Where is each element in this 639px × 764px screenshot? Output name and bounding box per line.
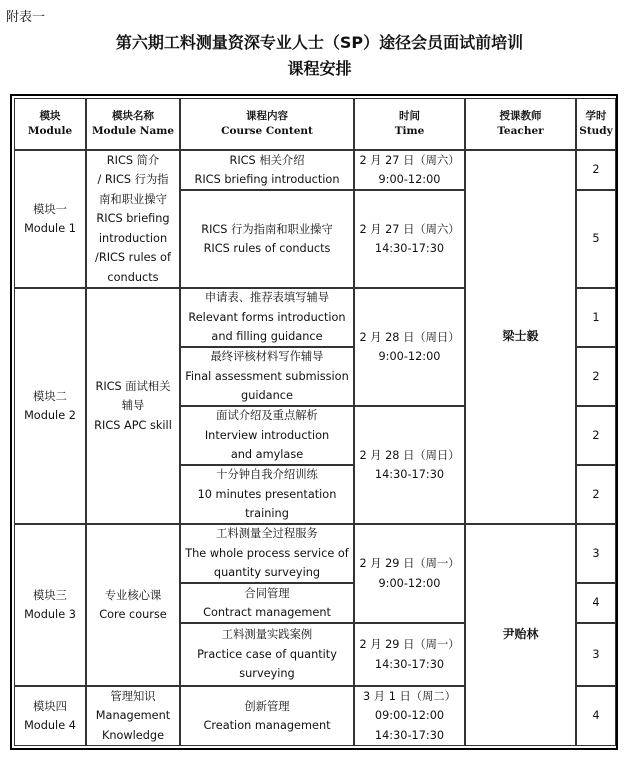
cell-text-line: 3 月 1 日（周二） <box>363 689 456 703</box>
cell-text-line: RICS APC skill <box>94 418 172 432</box>
course-content-cell <box>180 150 354 190</box>
study-hours-cell: 1 <box>576 288 616 347</box>
header-teacher: 授课教师 Teacher <box>465 98 576 150</box>
cell-text-line: Creation management <box>203 719 331 732</box>
study-hours-cell: 3 <box>576 524 616 583</box>
study-hours-cell: 4 <box>576 686 616 746</box>
header-study-hours: 学时 Study <box>576 98 616 150</box>
header-module: 模块 Module <box>14 98 86 150</box>
study-hours-cell: 5 <box>576 190 616 288</box>
cell-text-line: 面试介绍及重点解析 <box>216 409 318 423</box>
study-hours-cell: 2 <box>576 347 616 406</box>
cell-text-line: 14:30-17:30 <box>374 728 445 742</box>
header-module-name: 模块名称 Module Name <box>86 98 180 150</box>
course-content-cell <box>180 623 354 686</box>
cell-text-line: Management <box>95 709 171 723</box>
cell-text-line: 2 月 27 日（周六） <box>359 222 460 236</box>
module-cell <box>14 686 86 746</box>
course-content-cell <box>180 347 354 406</box>
cell-text-line: 14:30-17:30 <box>374 657 445 671</box>
module-name-cell <box>86 524 180 686</box>
cell-text-line: 2 月 29 日（周一） <box>359 638 460 651</box>
cell-text-line: 合同管理 <box>244 586 290 600</box>
course-content-cell <box>180 465 354 524</box>
cell-text-line: RICS 相关介绍 <box>229 153 305 167</box>
cell-text-line: Knowledge <box>101 728 165 742</box>
cell-text-line: 09:00-12:00 <box>374 709 445 723</box>
course-content-cell <box>180 406 354 465</box>
cell-text-line: RICS rules of conducts <box>203 242 331 255</box>
cell-text-line: 模块二 <box>33 389 67 403</box>
module-cell <box>14 524 86 686</box>
cell-text-line: introduction <box>98 231 168 245</box>
cell-text-line: and amylase <box>230 448 304 462</box>
study-hours-cell: 2 <box>576 406 616 465</box>
document-title: 第六期工料测量资深专业人士（SP）途径会员面试前培训 <box>115 33 524 52</box>
study-hours-cell: 4 <box>576 583 616 623</box>
cell-text-line: Module 3 <box>24 608 76 621</box>
time-cell <box>354 150 465 190</box>
course-content-cell <box>180 288 354 347</box>
time-cell <box>354 524 465 623</box>
cell-text-line: Relevant forms introduction <box>188 310 346 324</box>
study-hours-cell: 2 <box>576 465 616 524</box>
header-time: 时间 Time <box>354 98 465 150</box>
cell-text-line: RICS briefing introduction <box>194 173 340 186</box>
cell-text-line: RICS briefing <box>96 212 170 226</box>
time-cell <box>354 190 465 288</box>
time-cell <box>354 686 465 746</box>
cell-text-line: 工料测量全过程服务 <box>216 527 318 541</box>
cell-text-line: 9:00-12:00 <box>378 576 441 590</box>
cell-text-line: 申请表、推荐表填写辅导 <box>204 291 330 305</box>
cell-text-line: 10 minutes presentation <box>197 487 337 501</box>
time-cell <box>354 288 465 406</box>
cell-text-line: 模块三 <box>33 588 67 602</box>
cell-text-line: 创新管理 <box>244 699 290 713</box>
course-content-cell <box>180 190 354 288</box>
study-hours-cell: 3 <box>576 623 616 686</box>
cell-text-line: 14:30-17:30 <box>374 468 445 481</box>
course-content-cell <box>180 524 354 583</box>
cell-text-line: quantity surveying <box>213 566 321 580</box>
module-cell <box>14 288 86 524</box>
cell-text-line: Interview introduction <box>204 428 330 442</box>
cell-text-line: training <box>245 507 289 521</box>
teacher-cell: 梁士毅 <box>465 150 576 524</box>
cell-text-line: Core course <box>99 608 167 621</box>
cell-text-line: RICS 简介 <box>106 153 160 167</box>
cell-text-line: 南和职业操守 <box>99 192 167 206</box>
module-name-cell <box>86 288 180 524</box>
module-name-cell <box>86 686 180 746</box>
teacher-cell: 尹贻林 <box>465 524 576 746</box>
appendix-label: 附表一 <box>6 10 46 25</box>
cell-text-line: 辅导 <box>121 399 145 413</box>
cell-text-line: Practice case of quantity <box>197 647 337 661</box>
cell-text-line: 十分钟自我介绍训练 <box>216 468 318 482</box>
cell-text-line: / RICS 行为指 <box>97 173 169 187</box>
cell-text-line: 模块一 <box>33 202 67 216</box>
cell-text-line: 9:00-12:00 <box>378 173 441 186</box>
study-hours-cell: 2 <box>576 150 616 190</box>
cell-text-line: guidance <box>241 389 293 403</box>
cell-text-line: Contract management <box>203 606 331 619</box>
course-content-cell <box>180 686 354 746</box>
cell-text-line: 9:00-12:00 <box>378 350 441 363</box>
cell-text-line: and filling guidance <box>211 330 323 344</box>
module-name-cell <box>86 150 180 288</box>
cell-text-line: 工料测量实践案例 <box>221 628 313 642</box>
cell-text-line: 专业核心课 <box>104 588 162 602</box>
cell-text-line: RICS 行为指南和职业操守 <box>201 222 333 236</box>
cell-text-line: 2 月 27 日（周六） <box>359 153 460 167</box>
cell-text-line: 2 月 28 日（周日） <box>359 448 460 462</box>
time-cell <box>354 623 465 686</box>
cell-text-line: surveying <box>239 667 295 681</box>
cell-text-line: 14:30-17:30 <box>374 242 445 255</box>
cell-text-line: conducts <box>107 270 159 284</box>
course-content-cell <box>180 583 354 623</box>
cell-text-line: 2 月 29 日（周一） <box>359 557 460 570</box>
cell-text-line: Module 2 <box>24 409 76 422</box>
header-course-content: 课程内容 Course Content <box>180 98 354 150</box>
cell-text-line: /RICS rules of <box>95 251 171 265</box>
cell-text-line: The whole process service of <box>185 546 349 560</box>
time-cell <box>354 406 465 524</box>
cell-text-line: 管理知识 <box>110 689 156 703</box>
cell-text-line: Module 1 <box>24 222 76 235</box>
document-subtitle: 课程安排 <box>287 59 352 78</box>
cell-text-line: RICS 面试相关 <box>95 379 171 393</box>
cell-text-line: Final assessment submission <box>185 369 349 383</box>
cell-text-line: 最终评核材料写作辅导 <box>210 350 324 364</box>
cell-text-line: 模块四 <box>33 699 67 713</box>
cell-text-line: 2 月 28 日（周日） <box>359 330 460 344</box>
cell-text-line: Module 4 <box>24 719 76 732</box>
module-cell <box>14 150 86 288</box>
